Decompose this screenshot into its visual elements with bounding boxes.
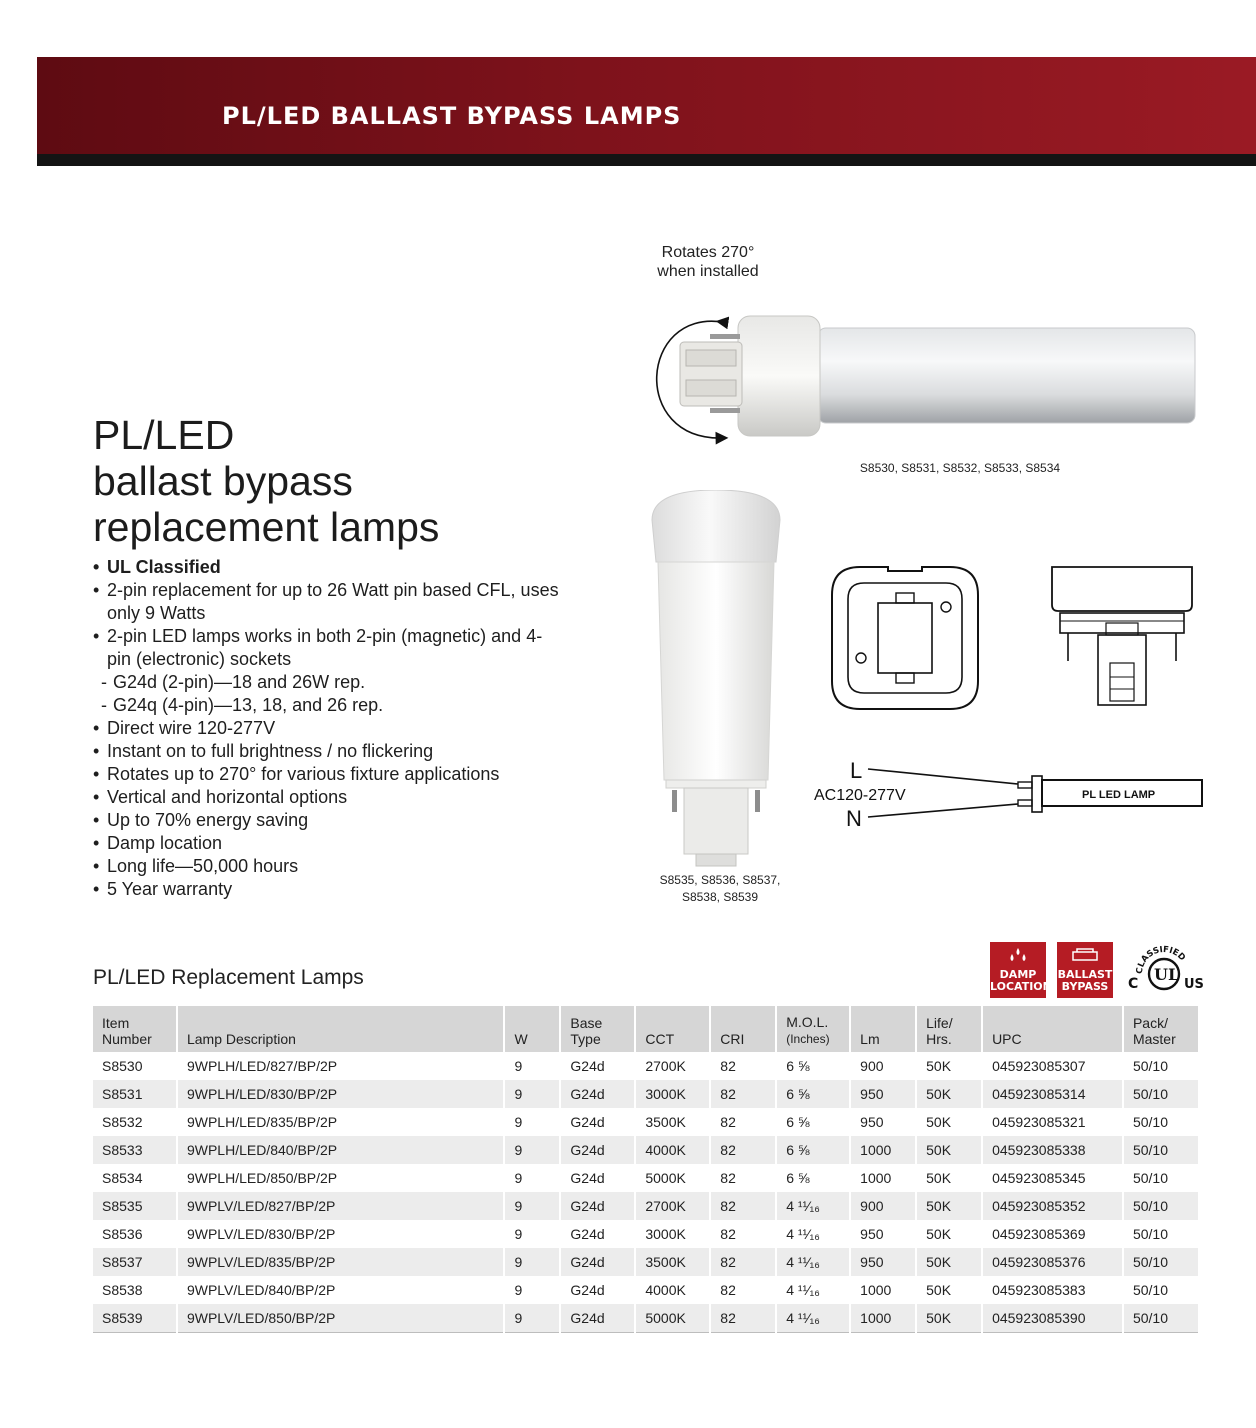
cell-cct: 5000K [635, 1304, 710, 1333]
col-header-item [93, 1006, 177, 1052]
cell-item: S8538 [93, 1276, 177, 1304]
cell-description: 9WPLH/LED/835/BP/2P [177, 1108, 505, 1136]
horizontal-lamp-image [640, 290, 1210, 460]
col-header-mol-line-2: (Inches) [786, 1032, 830, 1046]
cell-watts: 9 [504, 1276, 560, 1304]
cell-mol: 4 ¹¹⁄₁₆ [776, 1304, 850, 1333]
cell-mol: 6 ⅝ [776, 1108, 850, 1136]
rotation-caption-line-1: Rotates 270° [661, 244, 755, 261]
table-row [93, 1080, 1199, 1108]
cell-lumens: 1000 [850, 1276, 916, 1304]
col-header-upc: UPC [982, 1006, 1123, 1052]
cell-cri: 82 [710, 1052, 776, 1080]
cell-watts: 9 [504, 1164, 560, 1192]
cell-life: 50K [916, 1080, 982, 1108]
cell-lumens: 950 [850, 1108, 916, 1136]
vertical-model-list [640, 872, 800, 906]
cell-mol: 4 ¹¹⁄₁₆ [776, 1276, 850, 1304]
table-row [93, 1164, 1199, 1192]
cell-lumens: 950 [850, 1220, 916, 1248]
cell-life: 50K [916, 1220, 982, 1248]
socket-side-view-diagram [1046, 563, 1198, 713]
cell-item: S8536 [93, 1220, 177, 1248]
cell-pack: 50/10 [1123, 1304, 1199, 1333]
cell-watts: 9 [504, 1220, 560, 1248]
cell-mol: 4 ¹¹⁄₁₆ [776, 1192, 850, 1220]
cell-lumens: 950 [850, 1080, 916, 1108]
damp-badge-line-1: DAMP [999, 968, 1037, 981]
feature-subitem: - G24d (2-pin)—18 and 26W rep. [93, 671, 563, 694]
col-header-cct: CCT [635, 1006, 710, 1052]
cell-mol: 4 ¹¹⁄₁₆ [776, 1248, 850, 1276]
cell-pack: 50/10 [1123, 1052, 1199, 1080]
ul-c-text: C [1128, 976, 1139, 992]
cell-pack: 50/10 [1123, 1164, 1199, 1192]
title-line-1: PL/LED [93, 412, 235, 458]
horizontal-model-list: S8530, S8531, S8532, S8533, S8534 [859, 461, 1061, 475]
cell-item: S8535 [93, 1192, 177, 1220]
cell-item: S8537 [93, 1248, 177, 1276]
damp-badge-line-2: LOCATION [990, 980, 1052, 993]
cell-cri: 82 [710, 1080, 776, 1108]
cell-lumens: 1000 [850, 1164, 916, 1192]
cell-description: 9WPLV/LED/830/BP/2P [177, 1220, 505, 1248]
cell-life: 50K [916, 1192, 982, 1220]
cell-cct: 3500K [635, 1248, 710, 1276]
col-header-pack-line-1: Pack/ [1132, 1015, 1168, 1031]
damp-badge-text [990, 968, 1052, 993]
cell-description: 9WPLV/LED/840/BP/2P [177, 1276, 505, 1304]
feature-item: • Damp location [93, 832, 563, 855]
cell-mol: 6 ⅝ [776, 1052, 850, 1080]
cell-item: S8533 [93, 1136, 177, 1164]
wiring-n-label: N [846, 806, 862, 831]
cell-upc: 045923085352 [982, 1192, 1123, 1220]
cell-item: S8539 [93, 1304, 177, 1333]
bypass-badge-line-2: BYPASS [1061, 980, 1109, 993]
cell-base: G24d [560, 1276, 635, 1304]
feature-item: • Direct wire 120-277V [93, 717, 563, 740]
cell-watts: 9 [504, 1248, 560, 1276]
title-line-3: replacement lamps [93, 504, 440, 550]
feature-list [93, 556, 563, 901]
cell-cct: 3500K [635, 1108, 710, 1136]
cell-cri: 82 [710, 1164, 776, 1192]
cell-life: 50K [916, 1164, 982, 1192]
cell-mol: 6 ⅝ [776, 1164, 850, 1192]
ul-us-text: US [1184, 977, 1204, 992]
cell-pack: 50/10 [1123, 1136, 1199, 1164]
cell-upc: 045923085376 [982, 1248, 1123, 1276]
cell-lumens: 1000 [850, 1136, 916, 1164]
cell-item: S8531 [93, 1080, 177, 1108]
cell-description: 9WPLH/LED/827/BP/2P [177, 1052, 505, 1080]
cell-lumens: 1000 [850, 1304, 916, 1333]
cell-lumens: 900 [850, 1052, 916, 1080]
vertical-models-line-1: S8535, S8536, S8537, [659, 873, 781, 887]
cell-base: G24d [560, 1080, 635, 1108]
cell-cct: 3000K [635, 1220, 710, 1248]
col-header-cri: CRI [710, 1006, 776, 1052]
table-row [93, 1052, 1199, 1080]
cell-watts: 9 [504, 1052, 560, 1080]
cell-item: S8532 [93, 1108, 177, 1136]
rotation-caption [628, 243, 788, 281]
cell-description: 9WPLV/LED/850/BP/2P [177, 1304, 505, 1333]
cell-item: S8534 [93, 1164, 177, 1192]
header-banner [37, 57, 1256, 166]
col-header-lumens: Lm [850, 1006, 916, 1052]
col-header-description: Lamp Description [177, 1006, 505, 1052]
col-header-life-line-1: Life/ [926, 1015, 953, 1031]
wiring-diagram [800, 754, 1206, 834]
bypass-badge-line-1: BALLAST [1057, 968, 1113, 981]
cell-cri: 82 [710, 1276, 776, 1304]
bypass-icon [1071, 948, 1099, 962]
cell-base: G24d [560, 1052, 635, 1080]
cell-upc: 045923085307 [982, 1052, 1123, 1080]
ballast-bypass-badge [1057, 942, 1113, 998]
col-header-pack-line-2: Master [1132, 1031, 1176, 1047]
table-row [93, 1248, 1199, 1276]
cell-cct: 3000K [635, 1080, 710, 1108]
table-row [93, 1136, 1199, 1164]
cell-mol: 4 ¹¹⁄₁₆ [776, 1220, 850, 1248]
table-row [93, 1304, 1199, 1333]
feature-subitem: - G24q (4-pin)—13, 18, and 26 rep. [93, 694, 563, 717]
cell-base: G24d [560, 1108, 635, 1136]
cell-watts: 9 [504, 1136, 560, 1164]
cell-cct: 4000K [635, 1276, 710, 1304]
table-title: PL/LED Replacement Lamps [93, 966, 364, 989]
cell-mol: 6 ⅝ [776, 1080, 850, 1108]
rotation-caption-line-2: when installed [657, 263, 759, 280]
col-header-base-line-1: Base [570, 1015, 603, 1031]
cell-cct: 5000K [635, 1164, 710, 1192]
cell-description: 9WPLH/LED/830/BP/2P [177, 1080, 505, 1108]
cell-watts: 9 [504, 1192, 560, 1220]
cell-cri: 82 [710, 1304, 776, 1333]
cell-mol: 6 ⅝ [776, 1136, 850, 1164]
col-header-mol-line-1: M.O.L. [786, 1014, 829, 1030]
cell-life: 50K [916, 1276, 982, 1304]
cell-base: G24d [560, 1136, 635, 1164]
cell-cri: 82 [710, 1220, 776, 1248]
cell-upc: 045923085369 [982, 1220, 1123, 1248]
cell-cct: 4000K [635, 1136, 710, 1164]
cell-base: G24d [560, 1164, 635, 1192]
cell-cri: 82 [710, 1248, 776, 1276]
banner-title: PL/LED BALLAST BYPASS LAMPS [222, 102, 682, 130]
col-header-base-line-2: Type [570, 1031, 601, 1047]
cell-cri: 82 [710, 1108, 776, 1136]
cell-upc: 045923085314 [982, 1080, 1123, 1108]
cell-pack: 50/10 [1123, 1080, 1199, 1108]
feature-item: • 5 Year warranty [93, 878, 563, 901]
col-header-life-line-2: Hrs. [926, 1031, 952, 1047]
cell-description: 9WPLH/LED/840/BP/2P [177, 1136, 505, 1164]
title-line-2: ballast bypass [93, 458, 353, 504]
feature-item: • Instant on to full brightness / no flickering [93, 740, 563, 763]
table-row [93, 1276, 1199, 1304]
vertical-lamp-image [648, 490, 784, 875]
cell-watts: 9 [504, 1080, 560, 1108]
feature-item: • Long life—50,000 hours [93, 855, 563, 878]
cell-base: G24d [560, 1192, 635, 1220]
col-header-life [916, 1006, 982, 1052]
cell-cct: 2700K [635, 1052, 710, 1080]
col-header-item-line-1: Item [102, 1015, 130, 1031]
ul-classified-text: CLASSIFIED [1134, 944, 1188, 975]
cell-lumens: 900 [850, 1192, 916, 1220]
wiring-lamp-label: PL LED LAMP [1082, 789, 1156, 801]
cell-life: 50K [916, 1108, 982, 1136]
cell-description: 9WPLV/LED/827/BP/2P [177, 1192, 505, 1220]
cell-cri: 82 [710, 1136, 776, 1164]
cell-cct: 2700K [635, 1192, 710, 1220]
cell-cri: 82 [710, 1192, 776, 1220]
wiring-l-label: L [850, 758, 863, 783]
table-body [93, 1052, 1199, 1333]
lamp-spec-table [93, 1006, 1200, 1333]
cell-item: S8530 [93, 1052, 177, 1080]
table-row [93, 1220, 1199, 1248]
cell-pack: 50/10 [1123, 1276, 1199, 1304]
cell-upc: 045923085345 [982, 1164, 1123, 1192]
cell-life: 50K [916, 1304, 982, 1333]
feature-item: • 2-pin replacement for up to 26 Watt pin based CFL, uses only 9 Watts [93, 579, 563, 625]
col-header-item-line-2: Number [102, 1031, 152, 1047]
table-header-row [93, 1006, 1199, 1052]
page-title [93, 412, 439, 550]
bypass-badge-text [1057, 969, 1113, 993]
cell-pack: 50/10 [1123, 1248, 1199, 1276]
wiring-voltage-label: AC120-277V [814, 787, 906, 804]
damp-location-badge [990, 942, 1052, 998]
cell-life: 50K [916, 1136, 982, 1164]
cell-upc: 045923085383 [982, 1276, 1123, 1304]
cell-description: 9WPLH/LED/850/BP/2P [177, 1164, 505, 1192]
cell-base: G24d [560, 1220, 635, 1248]
cell-upc: 045923085338 [982, 1136, 1123, 1164]
col-header-mol [776, 1006, 850, 1052]
water-drops-icon [1008, 947, 1028, 963]
vertical-models-line-2: S8538, S8539 [681, 890, 759, 904]
cell-upc: 045923085321 [982, 1108, 1123, 1136]
cell-watts: 9 [504, 1108, 560, 1136]
cell-watts: 9 [504, 1304, 560, 1333]
ul-classified-logo [1124, 938, 1204, 998]
feature-item: • UL Classified [93, 556, 563, 579]
cell-pack: 50/10 [1123, 1192, 1199, 1220]
col-header-pack [1123, 1006, 1199, 1052]
cell-lumens: 950 [850, 1248, 916, 1276]
col-header-base-type [560, 1006, 635, 1052]
cell-description: 9WPLV/LED/835/BP/2P [177, 1248, 505, 1276]
table-row [93, 1108, 1199, 1136]
feature-item: • Rotates up to 270° for various fixture applications [93, 763, 563, 786]
cell-pack: 50/10 [1123, 1220, 1199, 1248]
feature-item: • 2-pin LED lamps works in both 2-pin (magnetic) and 4-pin (electronic) sockets [93, 625, 563, 671]
socket-top-view-diagram [828, 563, 982, 713]
cell-life: 50K [916, 1052, 982, 1080]
cell-base: G24d [560, 1248, 635, 1276]
cell-upc: 045923085390 [982, 1304, 1123, 1333]
col-header-watts: W [504, 1006, 560, 1052]
table-row [93, 1192, 1199, 1220]
ul-mark-text: UL [1154, 965, 1180, 984]
cell-base: G24d [560, 1304, 635, 1333]
cell-pack: 50/10 [1123, 1108, 1199, 1136]
feature-item: • Vertical and horizontal options [93, 786, 563, 809]
cell-life: 50K [916, 1248, 982, 1276]
feature-item: • Up to 70% energy saving [93, 809, 563, 832]
